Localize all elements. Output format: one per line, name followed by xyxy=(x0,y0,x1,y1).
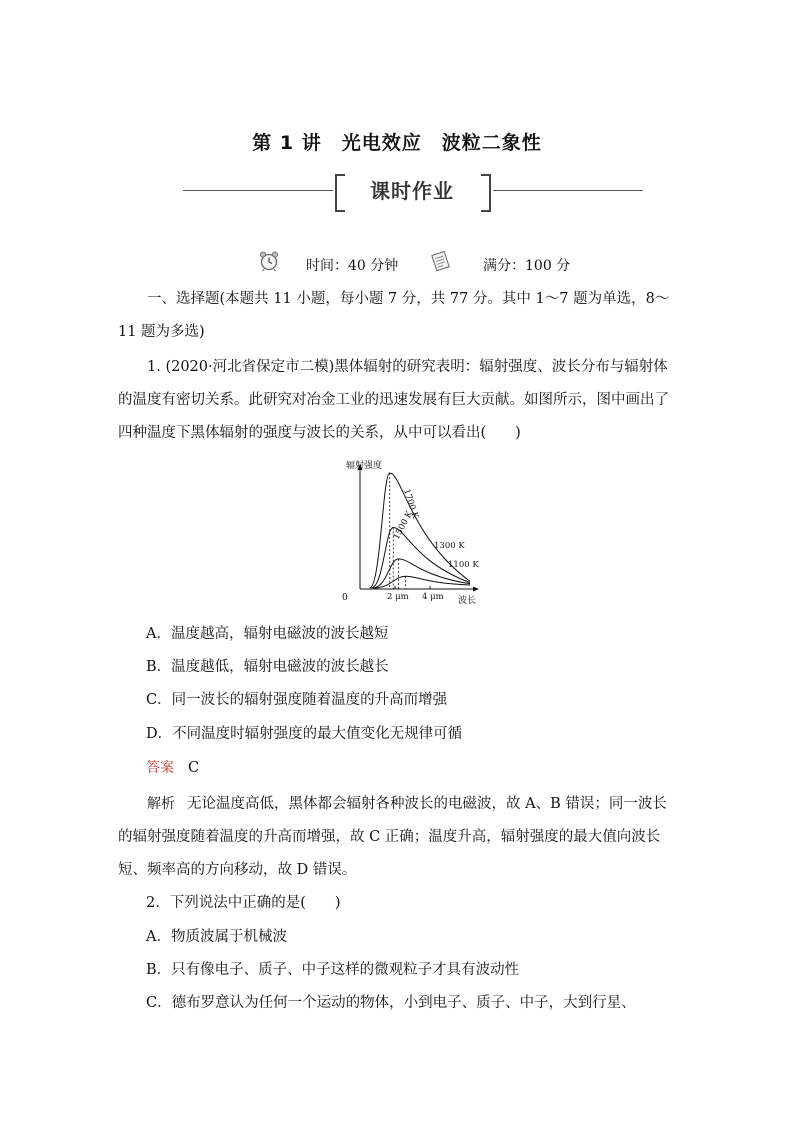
series-curve-1700k xyxy=(370,473,470,588)
question-2-stem: 2．下列说法中正确的是( ) xyxy=(146,895,341,911)
banner-bracket-right xyxy=(481,174,491,212)
banner-label: 课时作业 xyxy=(370,179,454,203)
y-axis-label: 辐射强度 xyxy=(346,461,383,471)
question-1-stem: 1. (2020·河北省保定市二模)黑体辐射的研究表明：辐射强度、波长分布与辐射体的温度有密切关系。此研究对冶金工业的迅速发展有巨大贡献。如图所示，图中画出了四种温度下黑体辐射的强度与波长的关系，从中可以看出( ) xyxy=(118,359,669,441)
q2-option-c: C．德布罗意认为任何一个运动的物体，小到电子、质子、中子，大到行星、 xyxy=(146,995,636,1011)
section-heading: 一、选择题(本题共 11 小题，每小题 7 分，共 77 分。其中 1～7 题为单选，8～11 题为多选) xyxy=(118,291,670,340)
q1-option-a: A．温度越高，辐射电磁波的波长越短 xyxy=(146,626,389,642)
q1-option-d: D．不同温度时辐射强度的最大值变化无规律可循 xyxy=(146,726,463,742)
x-tick-2um: 2 μm xyxy=(387,592,409,602)
time-limit: 时间：40 分钟 xyxy=(306,258,399,274)
x-tick-4um: 4 μm xyxy=(422,592,444,602)
banner-rule-right xyxy=(493,190,643,191)
exam-paper-icon xyxy=(430,250,452,272)
q1-option-b: B．温度越低，辐射电磁波的波长越长 xyxy=(146,659,389,675)
q1-option-c: C．同一波长的辐射强度随着温度的升高而增强 xyxy=(146,692,448,708)
blackbody-radiation-chart xyxy=(338,456,498,608)
full-score: 满分：100 分 xyxy=(483,258,571,274)
exam-meta xyxy=(0,250,794,276)
title-topic-1: 光电效应 xyxy=(341,132,422,154)
series-curve-1100k xyxy=(375,576,470,588)
homework-banner xyxy=(183,170,643,212)
series-label-1700k: 1700 K xyxy=(401,487,421,521)
alarm-clock-icon xyxy=(258,250,280,272)
q2-option-a: A．物质波属于机械波 xyxy=(146,929,287,945)
title-topic-2: 波粒二象性 xyxy=(441,132,542,154)
curves-layer xyxy=(370,473,470,589)
page-title xyxy=(0,128,794,155)
q1-answer xyxy=(146,758,199,778)
answer-value: C xyxy=(188,760,200,776)
series-label-1100k: 1100 K xyxy=(448,560,479,570)
banner-rule-left xyxy=(183,190,333,191)
x-axis-arrow xyxy=(473,587,479,592)
series-label-1300k: 1300 K xyxy=(434,541,465,551)
answer-label: 答案 xyxy=(146,760,174,776)
series-label-1500k: 1500 K xyxy=(391,509,416,542)
origin-label: 0 xyxy=(342,593,348,603)
q1-analysis xyxy=(118,788,680,887)
analysis-text: 无论温度高低，黑体都会辐射各种波长的电磁波，故 A、B 错误；同一波长的辐射强度随着温度的升高而增强，故 C 正确；温度升高，辐射强度的最大值向波长短、频率高的方向移动，故 D 错误。 xyxy=(118,796,667,878)
q2-option-b: B．只有像电子、质子、中子这样的微观粒子才具有波动性 xyxy=(146,962,520,978)
x-axis-label: 波长 xyxy=(458,596,477,606)
analysis-label: 解析 xyxy=(147,796,175,812)
lecture-number: 第 1 讲 xyxy=(252,132,322,154)
